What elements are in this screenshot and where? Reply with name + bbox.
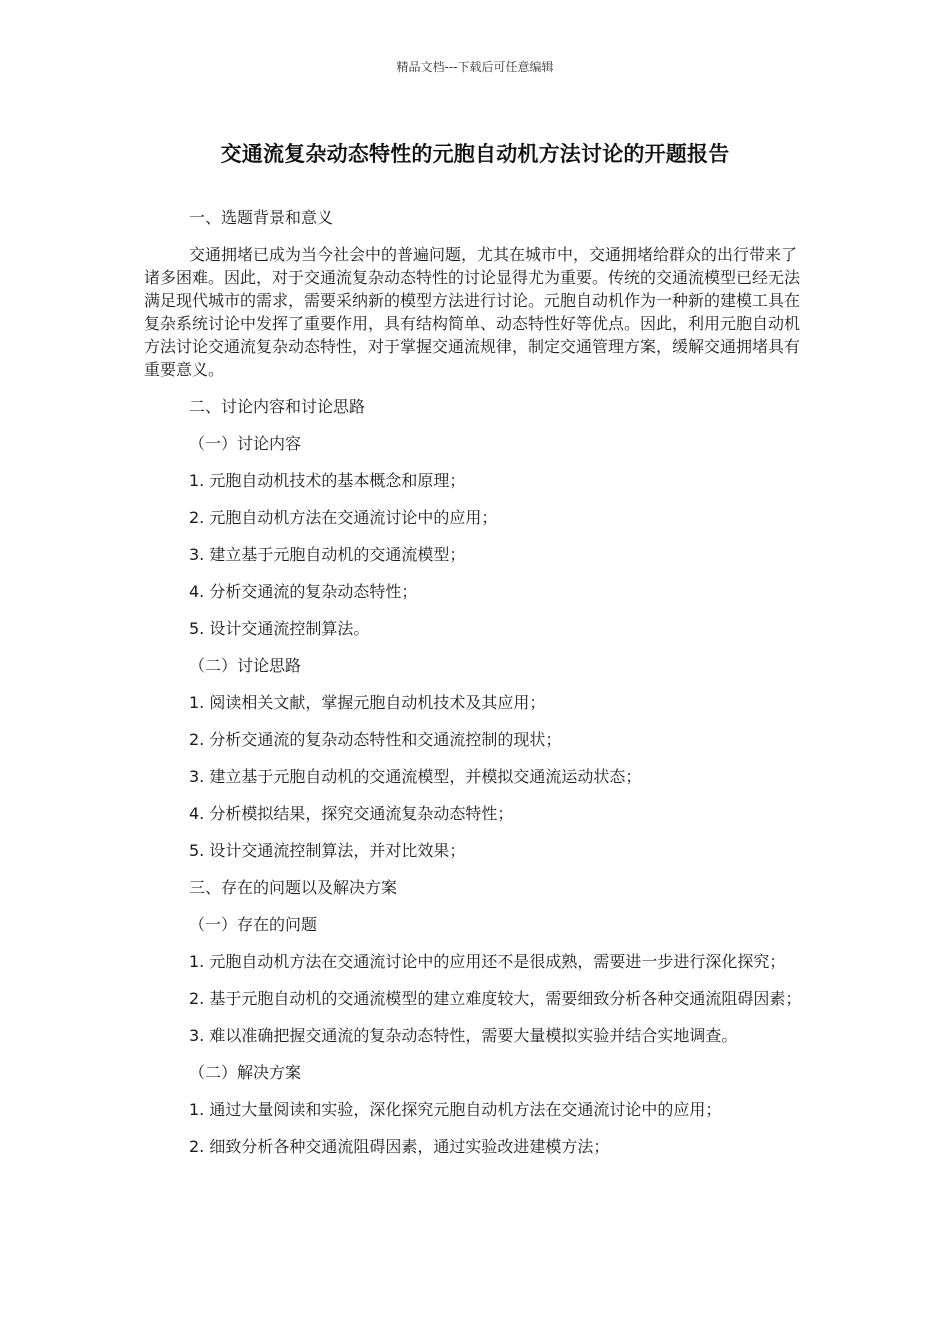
list-item: 2. 细致分析各种交通流阻碍因素，通过实验改进建模方法； [189, 1137, 610, 1156]
list-item: 2. 基于元胞自动机的交通流模型的建立难度较大，需要细致分析各种交通流阻碍因素； [189, 989, 802, 1008]
subsection-heading-problems: （一）存在的问题 [189, 915, 318, 934]
list-item: 3. 建立基于元胞自动机的交通流模型； [189, 545, 466, 564]
header-note: 精品文档---下载后可任意编辑 [396, 60, 554, 74]
section-heading-2: 二、讨论内容和讨论思路 [189, 397, 366, 416]
subsection-heading-solutions: （二）解决方案 [189, 1063, 302, 1082]
list-item: 1. 阅读相关文献，掌握元胞自动机技术及其应用； [189, 693, 546, 712]
paragraph-background: 交通拥堵已成为当今社会中的普遍问题，尤其在城市中，交通拥堵给群众的出行带来了诸多困难。因此，对于交通流复杂动态特性的讨论显得尤为重要。传统的交通流模型已经无法满足现代城市的需求，需要采纳新的模型方法进行讨论。元胞自动机作为一种新的建模工具在复杂系统讨论中发挥了重要作用，具有结构简单、动态特性好等优点。因此，利用元胞自动机方法讨论交通流复杂动态特性，对于掌握交通流规律，制定交通管理方案，缓解交通拥堵具有重要意义。 [144, 245, 801, 379]
document-body [144, 206, 804, 1158]
document-title: 交通流复杂动态特性的元胞自动机方法讨论的开题报告 [220, 142, 730, 166]
list-item: 1. 通过大量阅读和实验，深化探究元胞自动机方法在交通流讨论中的应用； [189, 1100, 722, 1119]
list-item: 1. 元胞自动机技术的基本概念和原理； [189, 471, 466, 490]
section-heading-3: 三、存在的问题以及解决方案 [189, 878, 398, 897]
list-item: 3. 难以准确把握交通流的复杂动态特性，需要大量模拟实验并结合实地调查。 [189, 1026, 738, 1045]
list-item: 4. 分析交通流的复杂动态特性； [189, 582, 418, 601]
list-item: 2. 元胞自动机方法在交通流讨论中的应用； [189, 508, 498, 527]
section-heading-1: 一、选题背景和意义 [189, 208, 334, 227]
list-item: 2. 分析交通流的复杂动态特性和交通流控制的现状； [189, 730, 562, 749]
subsection-heading-approach: （二）讨论思路 [189, 656, 302, 675]
list-item: 5. 设计交通流控制算法。 [189, 619, 370, 638]
list-item: 1. 元胞自动机方法在交通流讨论中的应用还不是很成熟，需要进一步进行深化探究； [189, 952, 786, 971]
subsection-heading-content: （一）讨论内容 [189, 434, 302, 453]
list-item: 3. 建立基于元胞自动机的交通流模型，并模拟交通流运动状态； [189, 767, 642, 786]
list-item: 5. 设计交通流控制算法，并对比效果； [189, 841, 466, 860]
list-item: 4. 分析模拟结果，探究交通流复杂动态特性； [189, 804, 514, 823]
